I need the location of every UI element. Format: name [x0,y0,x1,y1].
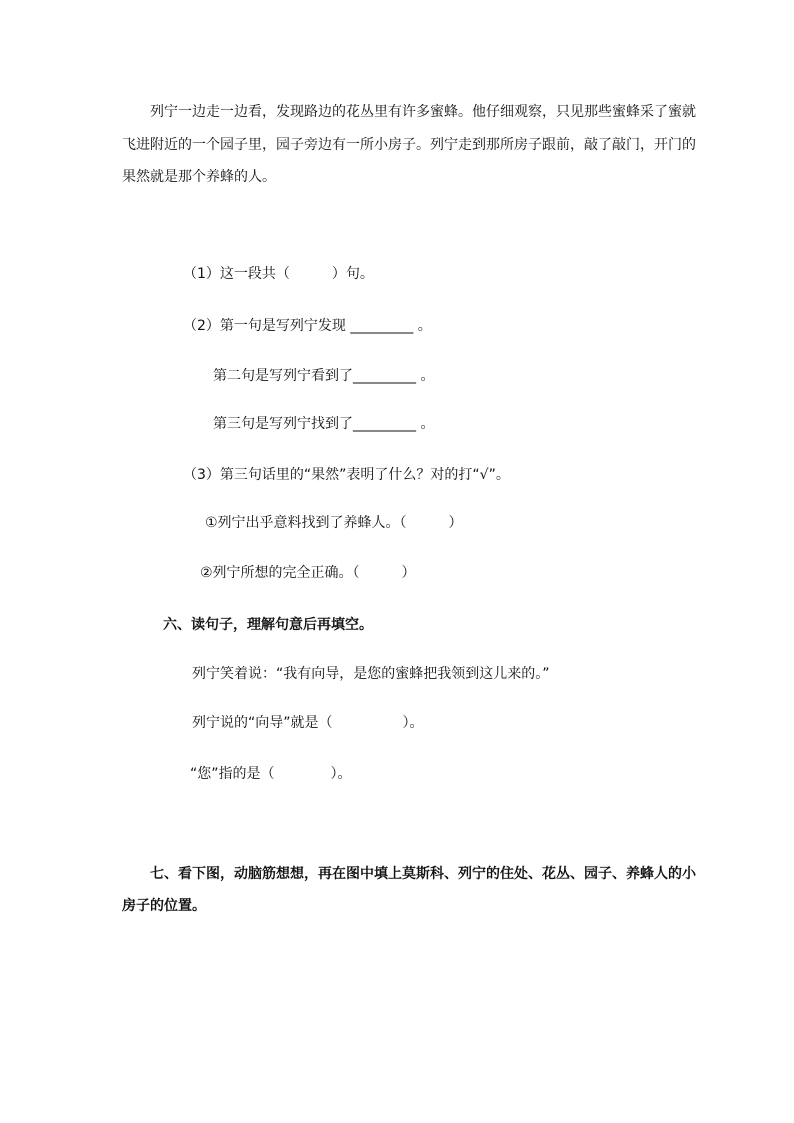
question-2-first: （2）第一句是写列宁发现 _________ 。 [183,318,432,334]
passage-line-2: 飞进附近的一个园子里，园子旁边有一所小房子。列宁走到那所房子跟前，敲了敲门，开门的 [122,137,696,153]
section-7-heading-line-2: 房子的位置。 [122,898,206,914]
question-1: （1）这一段共（ ）句。 [183,266,374,282]
section-6-fill-1: 列宁说的“向导”就是（ ）。 [192,715,424,731]
question-2-third: 第三句是写列宁找到了_________ 。 [213,416,435,432]
passage-line-3: 果然就是那个养蜂的人。 [122,169,276,185]
question-2-second: 第二句是写列宁看到了_________ 。 [213,368,435,384]
section-6-heading: 六、读句子，理解句意后再填空。 [163,617,373,633]
passage-line-1: 列宁一边走一边看，发现路边的花丛里有许多蜜蜂。他仔细观察，只见那些蜜蜂采了蜜就 [150,104,696,120]
option-2: ②列宁所想的完全正确。（ ） [200,565,416,581]
section-6-fill-2: “您”指的是（ ）。 [190,766,352,782]
option-1: ①列宁出乎意料找到了养蜂人。（ ） [205,515,463,531]
question-3: （3）第三句话里的“果然”表明了什么？对的打“√”。 [183,467,510,483]
section-6-sentence: 列宁笑着说：“我有向导，是您的蜜蜂把我领到这儿来的。” [192,666,550,682]
section-7-heading-line-1: 七、看下图，动脑筋想想，再在图中填上莫斯科、列宁的住处、花丛、园子、养蜂人的小 [150,866,696,882]
